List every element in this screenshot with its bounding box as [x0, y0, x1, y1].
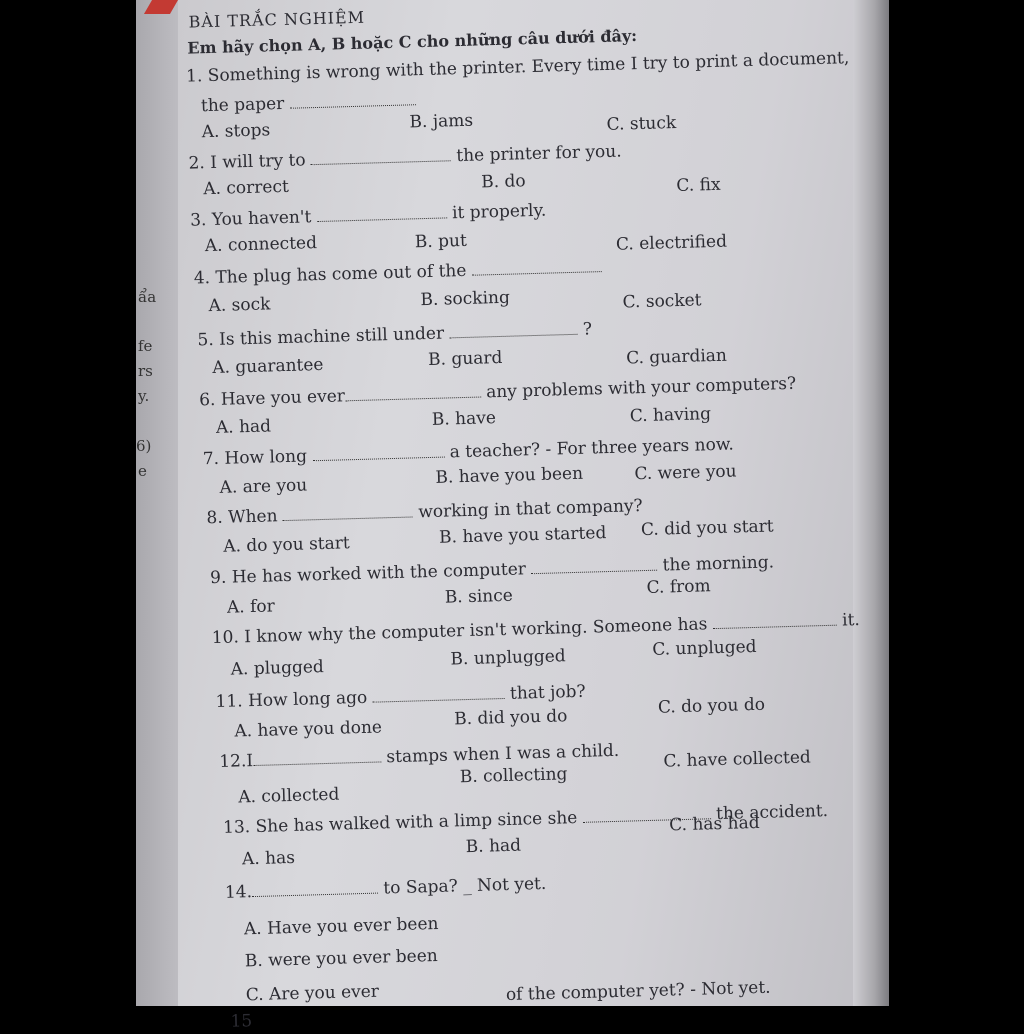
option: B. do — [480, 171, 526, 193]
option: C. have collected — [663, 747, 812, 772]
option: B. had — [465, 835, 522, 858]
question-2: 2. I will try to the printer for you. — [188, 141, 622, 174]
answer-blank — [449, 320, 577, 339]
option: A. correct — [203, 176, 290, 200]
question-5: 5. Is this machine still under ? — [197, 319, 593, 351]
answer-blank — [345, 383, 481, 402]
option: A. plugged — [230, 657, 325, 680]
option: B. have — [431, 408, 497, 430]
question-3: 3. You haven't it properly. — [189, 200, 547, 231]
option: A. stops — [201, 120, 271, 143]
option: C. do you do — [657, 694, 766, 718]
option: B. were you ever been — [244, 945, 438, 972]
margin-fragment: 6) — [136, 437, 152, 455]
option: C. socket — [622, 290, 702, 313]
option: A. Have you ever been — [243, 913, 439, 940]
answer-blank — [253, 747, 381, 766]
option: C. were you — [634, 461, 737, 485]
answer-blank — [252, 879, 378, 898]
option: C. stuck — [606, 112, 677, 135]
margin-fragment: y. — [138, 387, 150, 405]
option: B. have you been — [435, 463, 584, 488]
option: C. unpluged — [652, 636, 757, 660]
option: C. electrified — [615, 231, 728, 255]
option: A. collected — [238, 784, 340, 808]
margin-fragment: rs — [138, 362, 153, 380]
margin-fragment: ẩa — [138, 288, 157, 306]
option: C. guardian — [625, 345, 728, 369]
answer-blank — [289, 90, 415, 109]
worksheet-title: BÀI TRẮC NGHIỆM — [188, 7, 366, 32]
option: B. jams — [409, 110, 474, 133]
option: A. have you done — [234, 717, 383, 742]
option: A. has — [241, 847, 296, 870]
worksheet-instruction: Em hãy chọn A, B hoặc C cho những câu dưới đây: — [187, 26, 638, 58]
question-14: 14. to Sapa? _ Not yet. — [224, 873, 547, 903]
answer-blank — [472, 257, 602, 276]
question-6: 6. Have you ever any problems with your computers? — [198, 373, 797, 411]
option: B. collecting — [459, 764, 568, 788]
answer-blank — [283, 502, 413, 521]
question-15-number: 15 — [230, 1011, 253, 1032]
question-8: 8. When working in that company? — [206, 496, 643, 529]
question-10: 10. I know why the computer isn't working. Someone has it. — [211, 610, 861, 649]
answer-blank — [312, 443, 444, 462]
question-15-fragment: of the computer yet? - Not yet. — [505, 977, 771, 1006]
option: B. unplugged — [450, 646, 566, 670]
option: B. put — [414, 230, 468, 253]
option: B. since — [444, 585, 514, 608]
margin-fragment: fe — [138, 337, 153, 355]
option: B. have you started — [438, 523, 607, 548]
option: A. had — [215, 416, 272, 438]
option: A. connected — [204, 233, 318, 257]
option: A. for — [226, 596, 276, 618]
answer-blank — [713, 611, 837, 629]
answer-blank — [372, 684, 504, 703]
option: C. having — [629, 404, 712, 427]
question-12: 12.I stamps when I was a child. — [219, 740, 620, 772]
option: B. guard — [427, 347, 503, 370]
question-11: 11. How long ago that job? — [215, 681, 586, 713]
option: A. sock — [208, 294, 271, 317]
margin-fragment: e — [138, 462, 147, 480]
question-7: 7. How long a teacher? - For three years now. — [202, 434, 735, 470]
photo-frame — [136, 0, 889, 1032]
option: C. did you start — [640, 516, 774, 541]
option: C. from — [646, 576, 711, 598]
option: B. socking — [420, 287, 511, 311]
worksheet-page — [136, 0, 917, 1032]
question-9: 9. He has worked with the computer the morning. — [209, 552, 775, 589]
option: C. has had — [668, 812, 760, 836]
answer-blank — [316, 203, 446, 222]
option: B. did you do — [453, 706, 568, 730]
option: C. fix — [676, 174, 721, 196]
question-13: 13. She has walked with a limp since she the accident. — [222, 800, 829, 838]
answer-blank — [531, 556, 657, 575]
question-1-line2: the paper — [201, 90, 416, 116]
option: A. are you — [219, 475, 308, 498]
question-1-line1: 1. Something is wrong with the printer. Every time I try to print a document, — [185, 48, 850, 87]
option: A. do you start — [223, 533, 350, 557]
option: C. Are you ever — [245, 981, 380, 1006]
question-4: 4. The plug has come out of the — [194, 257, 603, 288]
option: A. guarantee — [212, 354, 324, 379]
answer-blank — [311, 146, 451, 165]
